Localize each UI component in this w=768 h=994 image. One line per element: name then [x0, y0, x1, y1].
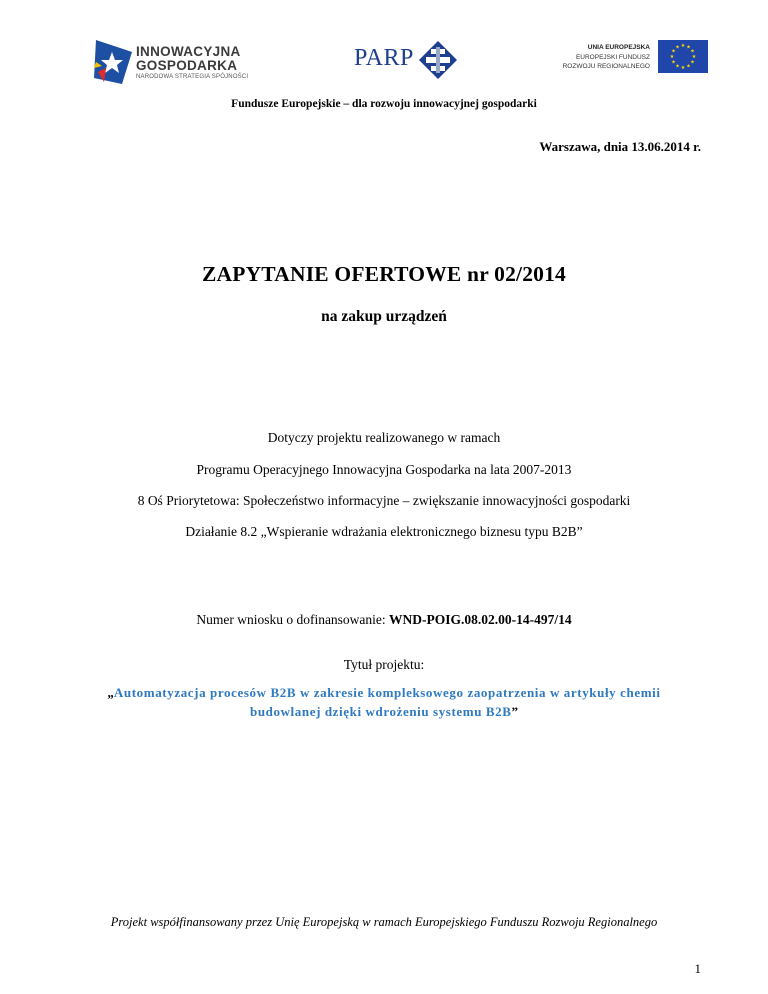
svg-text:★: ★: [690, 59, 695, 66]
ue-logo-subtitle-1: EUROPEJSKI FUNDUSZ: [575, 54, 650, 61]
svg-text:★: ★: [669, 54, 675, 60]
project-title-open-quote: „: [107, 685, 114, 700]
unia-europejska-logo: [558, 40, 708, 80]
svg-text:★: ★: [675, 44, 680, 51]
svg-text:★: ★: [671, 48, 676, 55]
document-date: Warszawa, dnia 13.06.2014 r.: [539, 139, 701, 154]
header-motto: Fundusze Europejskie – dla rozwoju innowacyjnej gospodarki: [231, 98, 537, 110]
svg-text:★: ★: [691, 54, 697, 60]
svg-text:★: ★: [686, 44, 691, 51]
parp-logo: [348, 40, 466, 80]
svg-text:★: ★: [671, 59, 676, 66]
innowacyjna-logo-text: INNOWACYJNA: [136, 44, 241, 59]
project-title: [0, 683, 768, 721]
svg-text:★: ★: [675, 63, 680, 70]
svg-text:★: ★: [686, 63, 691, 70]
parp-emblem-icon: [418, 40, 458, 80]
application-number-label: Numer wniosku o dofinansowanie:: [196, 612, 390, 627]
priority-axis-line: 8 Oś Priorytetowa: Społeczeństwo informacyjne – zwiększanie innowacyjności gospodarki: [137, 493, 631, 508]
ue-logo-title: UNIA EUROPEJSKA: [587, 44, 650, 51]
parp-logo-text: PARP: [354, 45, 414, 71]
eu-flag-icon: [658, 40, 708, 73]
project-title-line-1: Automatyzacja procesów B2B w zakresie kompleksowego zaopatrzenia w artykuły chemii: [113, 685, 661, 700]
application-number-line: [0, 612, 768, 628]
strategia-logo-text: NARODOWA STRATEGIA SPÓJNOŚCI: [136, 74, 249, 80]
cofinancing-footer-note: Projekt współfinansowany przez Unię Europejską w ramach Europejskiego Funduszu Rozwoju Regionalnego: [110, 915, 658, 929]
project-context-line: Dotyczy projektu realizowanego w ramach: [267, 430, 501, 445]
document-subtitle: na zakup urządzeń: [321, 308, 447, 325]
programme-line: Programu Operacyjnego Innowacyjna Gospodarka na lata 2007-2013: [196, 462, 572, 477]
document-title: ZAPYTANIE OFERTOWE nr 02/2014: [201, 262, 567, 286]
gospodarka-logo-text: GOSPODARKA: [136, 58, 238, 73]
page-number: 1: [694, 961, 701, 976]
ue-logo-subtitle-2: ROZWOJU REGIONALNEGO: [562, 63, 650, 70]
project-title-line-2: budowlanej dzięki wdrożeniu systemu B2B: [249, 704, 512, 719]
svg-text:★: ★: [680, 65, 686, 71]
project-title-close-quote: ”: [511, 704, 519, 719]
svg-text:★: ★: [690, 48, 695, 55]
innowacyjna-gospodarka-logo: [92, 38, 272, 88]
measure-line: Działanie 8.2 „Wspieranie wdrażania elektronicznego biznesu typu B2B”: [185, 524, 583, 539]
innowacyjna-star-icon: [92, 38, 136, 88]
svg-text:★: ★: [680, 43, 686, 49]
application-number-value: WND-POIG.08.02.00-14-497/14: [389, 612, 572, 627]
project-title-label: Tytuł projektu:: [343, 657, 425, 672]
